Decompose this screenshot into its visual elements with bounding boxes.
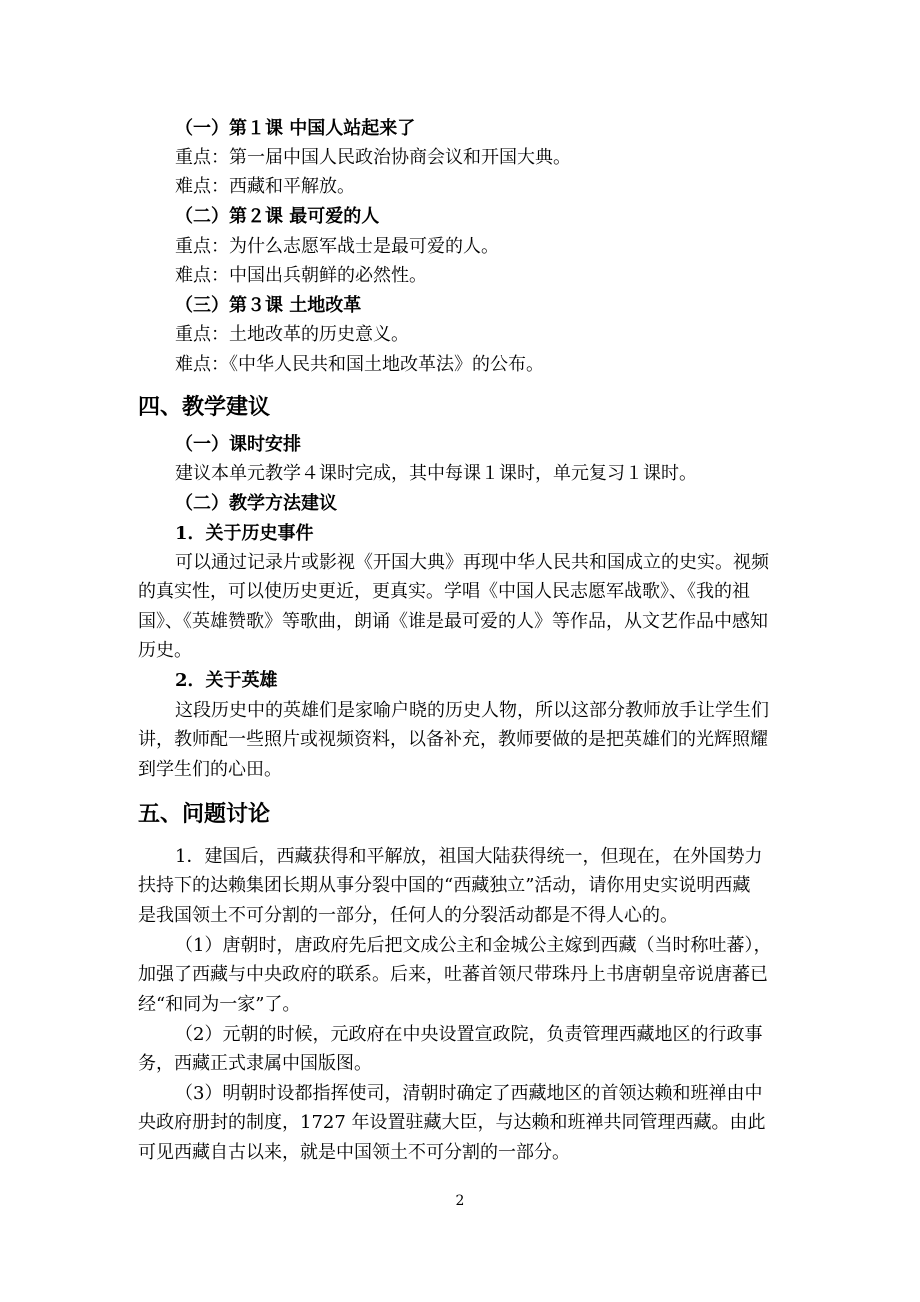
lesson-2-key-point: 重点：为什么志愿军战士是最可爱的人。	[175, 236, 499, 257]
paragraph-line: 的真实性，可以使历史更近，更真实。学唱《中国人民志愿军战歌》、《我的祖	[138, 581, 750, 602]
paragraph-line: 可以通过记录片或影视《开国大典》再现中华人民共和国成立的史实。视频	[175, 552, 769, 573]
answer-line: （1）唐朝时，唐政府先后把文成公主和金城公主嫁到西藏（当时称吐蕃），	[175, 935, 772, 956]
lesson-3-difficulty: 难点：《中华人民共和国土地改革法》的公布。	[175, 354, 544, 375]
teaching-methods-title: （二）教学方法建议	[175, 493, 337, 514]
answer-line: 可见西藏自古以来，就是中国领土不可分割的一部分。	[138, 1142, 570, 1163]
lesson-2-title: （二）第２课 最可爱的人	[175, 206, 380, 227]
paragraph-line: 到学生们的心田。	[138, 759, 282, 780]
answer-line: 央政府册封的制度，1727 年设置驻藏大臣，与达赖和班禅共同管理西藏。由此	[138, 1112, 766, 1133]
paragraph-line: 讲，教师配一些照片或视频资料，以备补充，教师要做的是把英雄们的光辉照耀	[138, 729, 768, 750]
paragraph-line: 历史。	[138, 640, 192, 661]
lesson-3-title: （三）第３课 土地改革	[175, 295, 362, 316]
question-line: 是我国领土不可分割的一部分，任何人的分裂活动都是不得人心的。	[138, 905, 678, 926]
question-line: 1．建国后，西藏获得和平解放，祖国大陆获得统一，但现在，在外国势力	[175, 846, 763, 867]
page-number: 2	[455, 1193, 465, 1209]
answer-line: 务，西藏正式隶属中国版图。	[138, 1053, 372, 1074]
teaching-schedule-text: 建议本单元教学４课时完成，其中每课１课时，单元复习１课时。	[175, 463, 697, 484]
lesson-1-difficulty: 难点：西藏和平解放。	[175, 176, 355, 197]
section-4-heading: 四、教学建议	[138, 394, 271, 420]
question-line: 扶持下的达赖集团长期从事分裂中国的“西藏独立”活动，请你用史实说明西藏	[138, 875, 751, 896]
historical-events-title: 1．关于历史事件	[175, 523, 314, 544]
heroes-title: 2．关于英雄	[175, 670, 278, 691]
answer-line: （3）明朝时设都指挥使司，清朝时确定了西藏地区的首领达赖和班禅由中	[175, 1083, 763, 1104]
paragraph-line: 这段历史中的英雄们是家喻户晓的历史人物，所以这部分教师放手让学生们	[175, 700, 769, 721]
lesson-1-key-point: 重点：第一届中国人民政治协商会议和开国大典。	[175, 147, 571, 168]
answer-line: 经“和同为一家”了。	[138, 994, 301, 1015]
answer-line: （2）元朝的时候，元政府在中央设置宣政院，负责管理西藏地区的行政事	[175, 1024, 763, 1045]
answer-line: 加强了西藏与中央政府的联系。后来，吐蕃首领尺带珠丹上书唐朝皇帝说唐蕃已	[138, 964, 768, 985]
lesson-3-key-point: 重点：土地改革的历史意义。	[175, 324, 409, 345]
lesson-1-title: （一）第１课 中国人站起来了	[175, 118, 416, 139]
teaching-schedule-title: （一）课时安排	[175, 434, 301, 455]
lesson-2-difficulty: 难点：中国出兵朝鲜的必然性。	[175, 265, 427, 286]
paragraph-line: 国》、《英雄赞歌》等歌曲，朗诵《谁是最可爱的人》等作品，从文艺作品中感知	[138, 611, 768, 632]
section-5-heading: 五、问题讨论	[138, 801, 271, 827]
